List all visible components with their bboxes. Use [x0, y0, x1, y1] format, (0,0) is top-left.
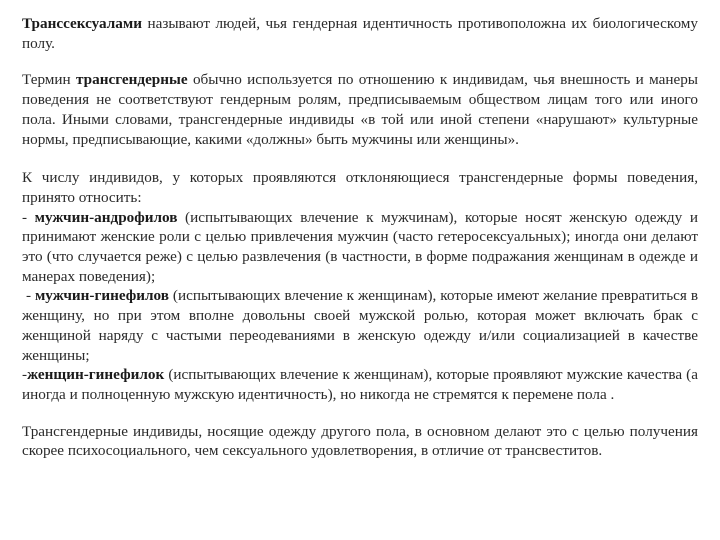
paragraph-transsexuals: [22, 14, 698, 53]
paragraph-lead: Термин: [22, 71, 77, 89]
list-item-gynephilic-men: [22, 286, 698, 365]
term-transgender: трансгендерные: [76, 71, 188, 89]
document-page: [22, 14, 698, 461]
term-gynephilic-women: женщин-гинефилок: [27, 366, 165, 384]
paragraph-intro: К числу индивидов, у которых проявляются отклоняющиеся трансгендерные формы поведения, принято относить:: [22, 169, 698, 206]
list-item-prefix: -: [22, 366, 28, 384]
paragraph-text: называют людей, чья гендерная идентичность противоположна их биологическому полу.: [22, 15, 698, 52]
paragraph-transgender-forms: [22, 168, 698, 404]
paragraph-transgender-term: [22, 70, 698, 149]
paragraph-text: обычно используется по отношению к индивидам, чья внешность и манеры поведения не соответствуют гендерным ролям, предписываемым обществом лицам того или иного пола. Иными словами, трансгендерные индивиды «в той или иной степени «нарушают» культурные нормы, предписывающие, какими «должны» быть мужчины или женщины».: [22, 71, 698, 148]
list-item-gynephilic-women: [22, 365, 698, 404]
list-item-text: (испытывающих влечение к мужчинам), которые носят женскую одежду и принимают женские роли с целью привлечения мужчин (часто гетеросексуальных); иногда они делают это (что случается реже) с целью развлечения (в частности, в форме подражания женщинам в одежде и манерах поведения);: [22, 208, 698, 285]
term-androphilic-men: мужчин-андрофилов: [34, 208, 178, 226]
list-item-text: (испытывающих влечение к женщинам), которые имеют желание превратиться в женщину, но при этом вполне довольны своей мужской ролью, которая может включать брак с женщиной наряду с частыми переодеваниями в женскую одежду и/или социализацией в качестве женщины;: [22, 287, 698, 364]
term-transsexuals: Транссексуалами: [22, 15, 142, 32]
term-gynephilic-men: мужчин-гинефилов: [34, 287, 169, 305]
paragraph-text: Трансгендерные индивиды, носящие одежду другого пола, в основном делают это с целью получения скорее психосоциального, чем сексуального удовлетворения, в отличие от трансвеститов.: [22, 422, 698, 460]
list-item-prefix: -: [22, 287, 35, 305]
list-item-prefix: -: [22, 208, 35, 226]
list-item-androphilic-men: [22, 208, 698, 287]
paragraph-transgender-clothing: [22, 422, 698, 461]
list-item-text: (испытывающих влечение к женщинам), которые проявляют мужские качества (а иногда и полноценную мужскую идентичность), но никогда не стремятся к перемене пола .: [22, 366, 698, 403]
